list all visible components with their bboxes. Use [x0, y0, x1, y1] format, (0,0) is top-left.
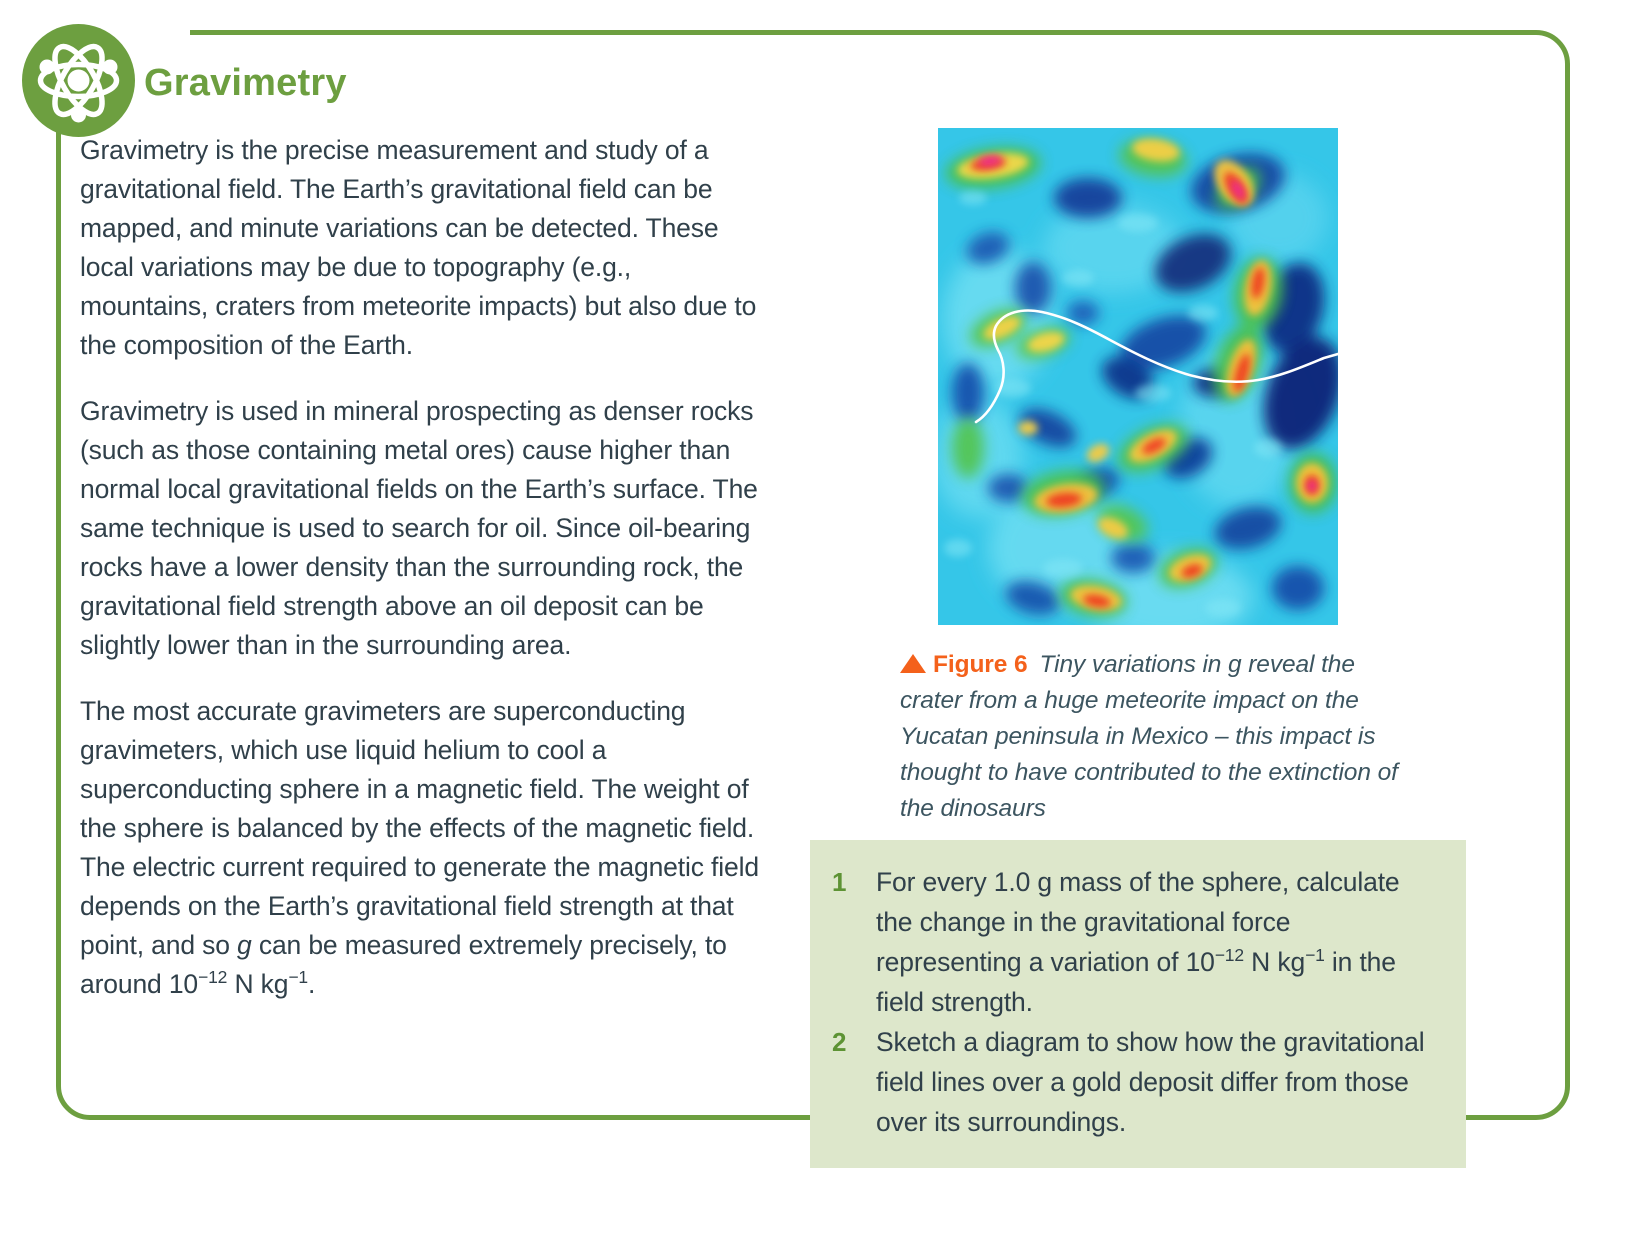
question-item: [832, 1022, 1438, 1142]
question-number: 2: [832, 1027, 847, 1057]
paragraph-1: Gravimetry is the precise measurement and study of a gravitational field. The Earth’s gravitational field can be mapped, and minute variations can be detected. These local variations may be due to topography (e.g., mountains, craters from meteorite impacts) but also due to the composition of the Earth.: [80, 135, 757, 360]
paragraph-3-tail: .: [307, 969, 316, 999]
page-title: Gravimetry: [144, 62, 347, 104]
triangle-up-icon: [900, 654, 926, 673]
paragraph-3-exponent-2: −1: [288, 967, 308, 988]
atom-icon-glyph: [22, 24, 135, 137]
question-exponent-1: −12: [1214, 945, 1244, 966]
figure-caption: [900, 647, 1410, 827]
paragraph-3: [80, 692, 760, 1004]
figure-caption-text: Tiny variations in g reveal the crater from a huge meteorite impact on the Yucatan peninsula in Mexico – this impact is thought to have contributed to the extinction of the dinosaurs: [900, 651, 1398, 822]
question-exponent-2: −1: [1305, 945, 1325, 966]
question-text-lead: For every 1.0 g mass of the sphere, calculate the change in the gravitational force representing a variation of 10: [876, 867, 1400, 977]
question-item: [832, 862, 1438, 1022]
paragraph-3-exponent-1: −12: [198, 967, 228, 988]
paragraph-3-lead: The most accurate gravimeters are superconducting gravimeters, which use liquid helium to cool a superconducting sphere in a magnetic field. The weight of the sphere is balanced by the effects of the magnetic field. The electric current required to generate the magnetic field depends on the Earth’s gravitational field strength at that point, and so: [80, 696, 759, 960]
paragraph-2: Gravimetry is used in mineral prospecting as denser rocks (such as those containing metal ores) cause higher than normal local gravitational fields on the Earth’s surface. The same technique is used to search for oil. Since oil-bearing rocks have a lower density than the surrounding rock, the gravitational field strength above an oil deposit can be slightly lower than in the surrounding area.: [80, 396, 758, 660]
paragraph-3-unit: N kg: [227, 969, 289, 999]
gravity-anomaly-map: [938, 128, 1338, 625]
question-number: 1: [832, 867, 847, 897]
question-text-tail: in the field strength.: [876, 947, 1396, 1017]
questions-box: [810, 840, 1466, 1168]
atom-icon: [22, 24, 135, 137]
figure-label: Figure 6: [933, 651, 1028, 678]
paragraph-3-mid: can be measured extremely precisely, to around 10: [80, 930, 727, 999]
symbol-g: g: [237, 930, 252, 960]
gravity-anomaly-map-graphic: [938, 128, 1338, 625]
question-text: [876, 1022, 1438, 1142]
question-text: [876, 862, 1438, 1022]
body-text-column: [80, 131, 760, 1004]
question-unit: N kg: [1243, 947, 1306, 977]
question-text-lead: Sketch a diagram to show how the gravitational field lines over a gold deposit differ from those over its surroundings.: [876, 1027, 1425, 1137]
figure-block: [900, 128, 1420, 827]
